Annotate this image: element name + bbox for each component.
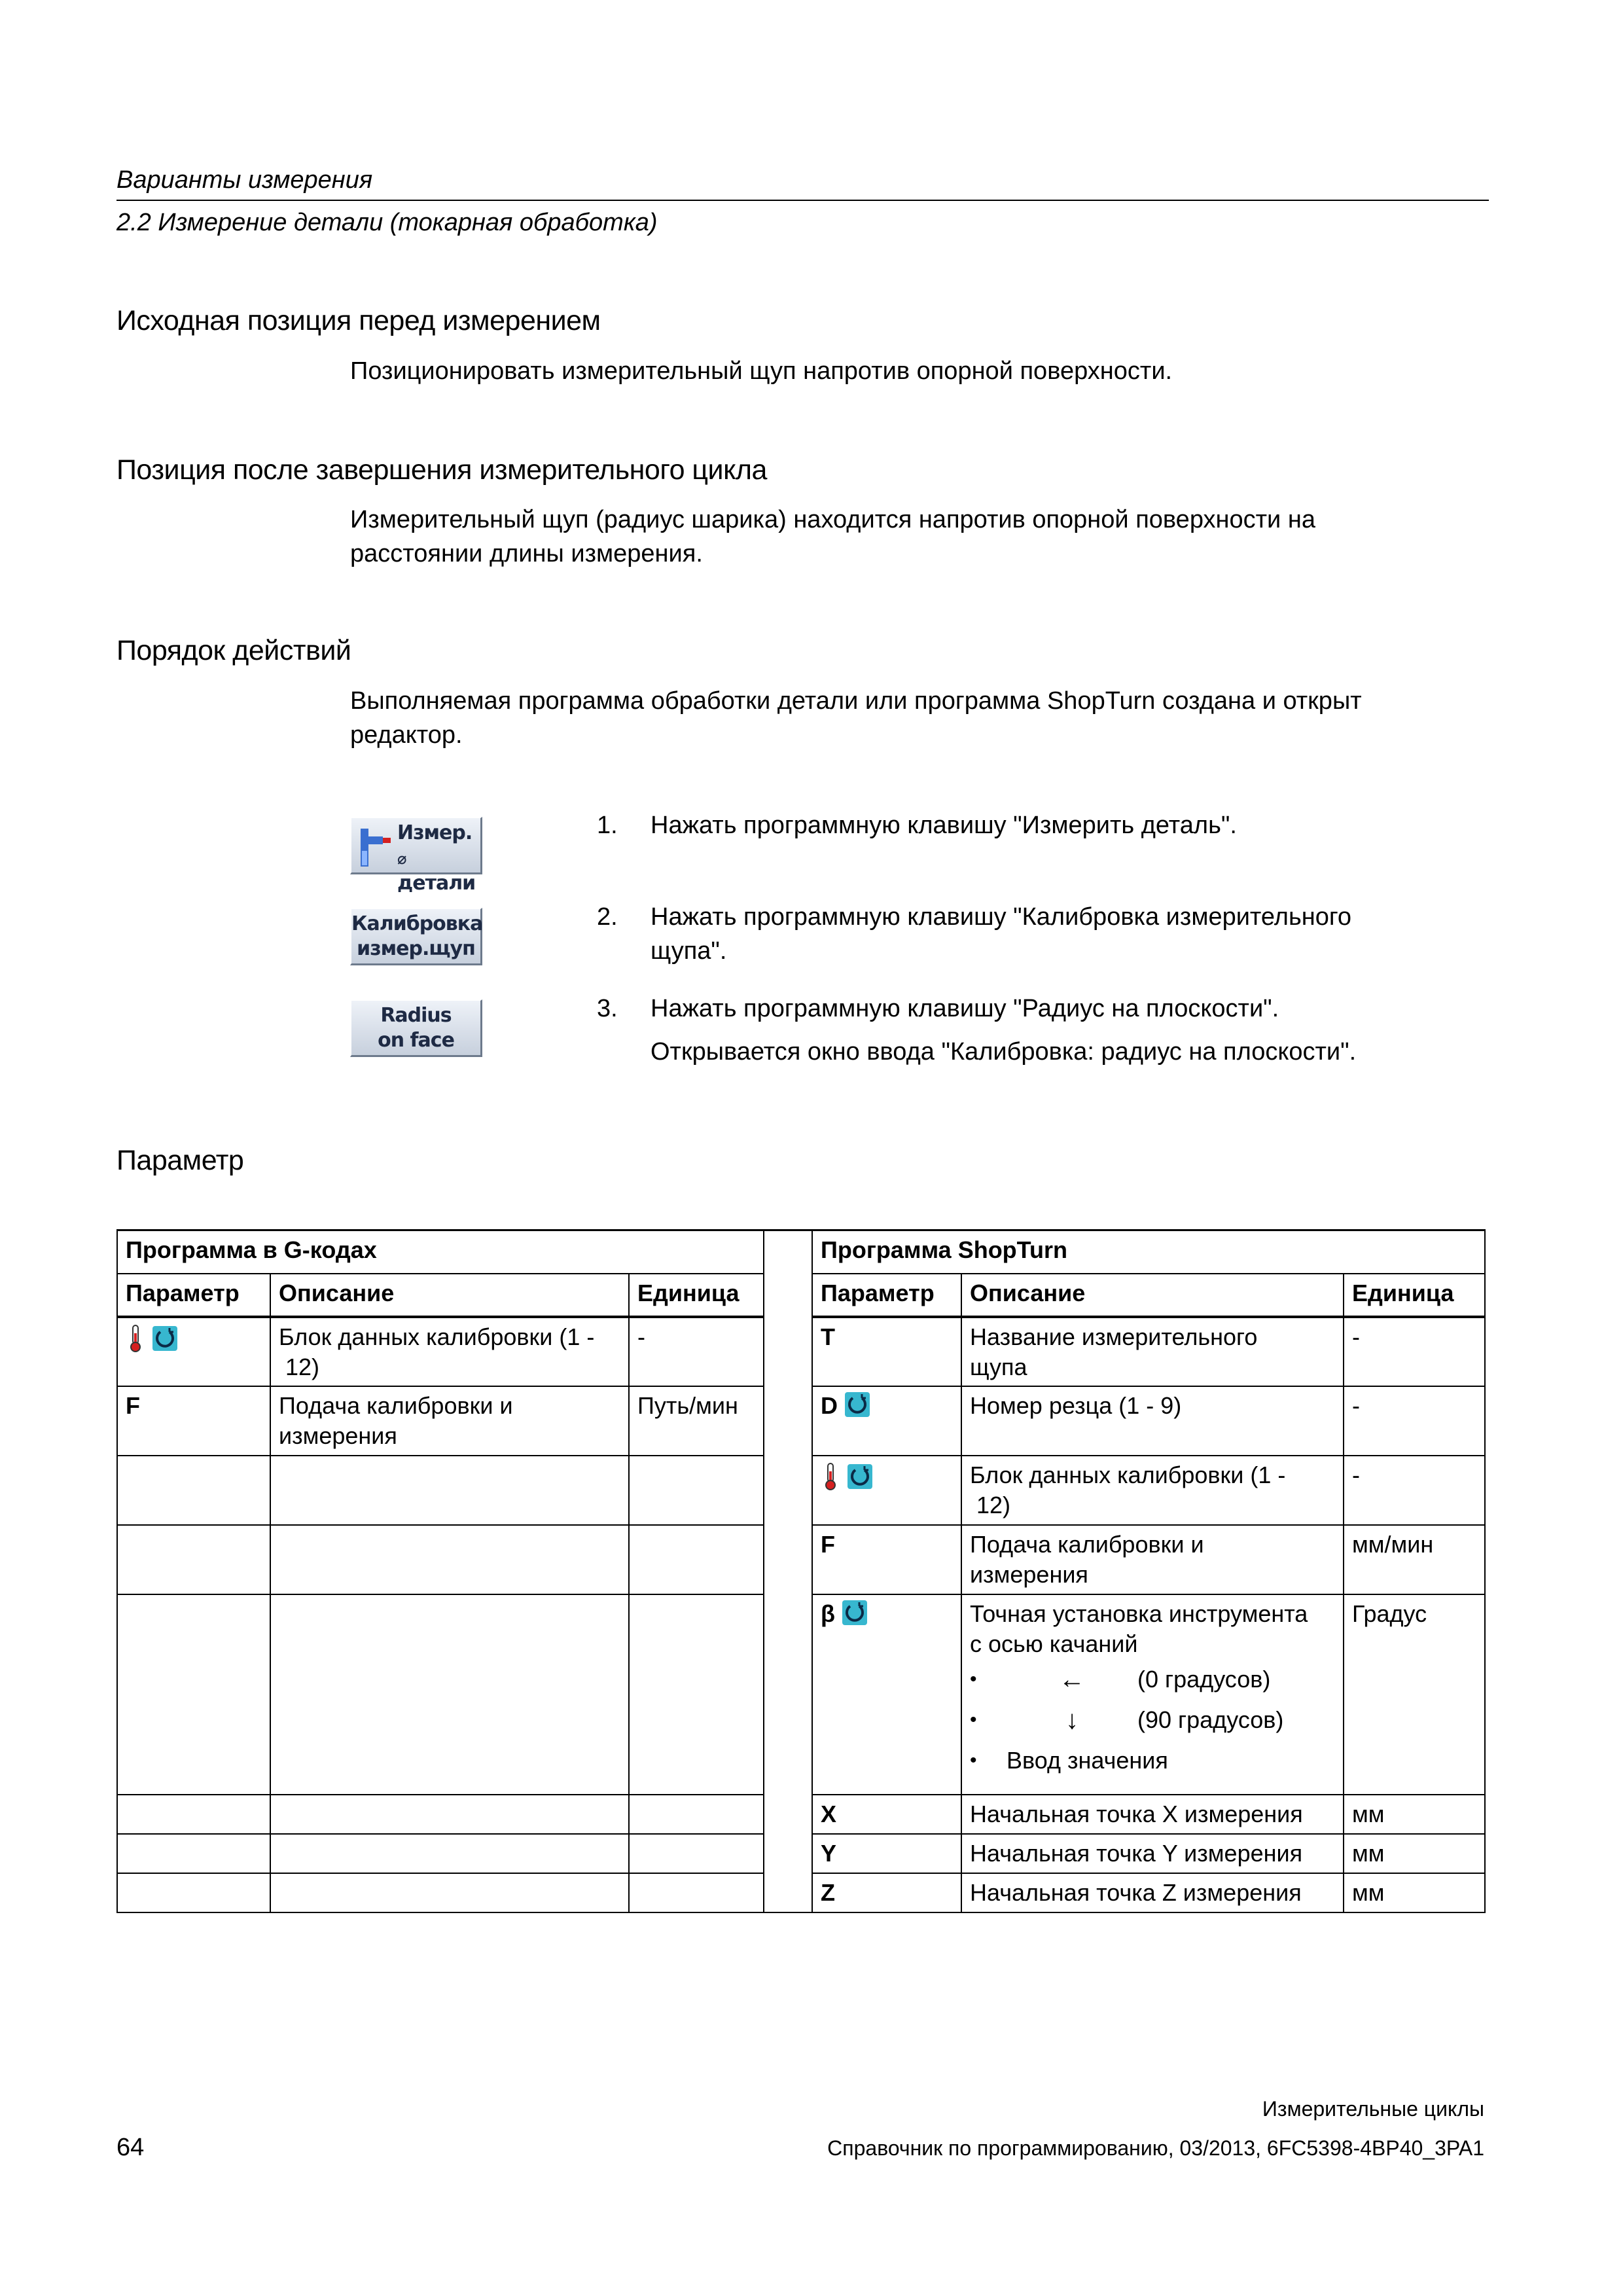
group-header-gcode: Программа в G-кодах bbox=[117, 1230, 764, 1274]
st-row-6-unit: мм bbox=[1344, 1795, 1485, 1834]
st-row-6-param: X bbox=[812, 1795, 961, 1834]
st-row-1-desc: Название измерительного щупа bbox=[961, 1317, 1344, 1386]
g-row-empty bbox=[629, 1834, 764, 1873]
text-start-position: Позиционировать измерительный щуп напротив опорной поверхности. bbox=[350, 357, 1173, 385]
diameter-icon: ⌀ bbox=[397, 850, 406, 868]
header-section: 2.2 Измерение детали (токарная обработка) bbox=[116, 209, 658, 236]
softkey-radius-line2: on face bbox=[378, 1029, 454, 1052]
step-3-text-line1: Нажать программную клавишу "Радиус на плоскости". bbox=[651, 995, 1279, 1022]
softkey-measure-line1: Измер. bbox=[397, 821, 473, 844]
st-row-6-desc: Начальная точка X измерения bbox=[961, 1795, 1344, 1834]
bullet-value-input: • Ввод значения bbox=[970, 1746, 1168, 1774]
header-chapter: Варианты измерения bbox=[116, 166, 373, 194]
heading-start-position: Исходная позиция перед измерением bbox=[116, 305, 601, 336]
st-row-7-unit: мм bbox=[1344, 1834, 1485, 1873]
g-row-empty bbox=[629, 1525, 764, 1594]
bullet-90-degrees: • ↓ (90 градусов) bbox=[970, 1705, 1284, 1734]
st-row-8-desc: Начальная точка Z измерения bbox=[961, 1873, 1344, 1912]
header-rule bbox=[116, 200, 1489, 201]
st-row-7-param: Y bbox=[812, 1834, 961, 1873]
st-row-5-param: β bbox=[812, 1594, 961, 1795]
g-row-empty bbox=[270, 1525, 629, 1594]
step-3-text-line2: Открывается окно ввода "Калибровка: радиус на плоскости". bbox=[651, 1038, 1357, 1066]
g-row-empty bbox=[629, 1456, 764, 1525]
softkey-calibrate-line1: Калибровка bbox=[351, 912, 483, 935]
g-row-2-unit: Путь/мин bbox=[629, 1386, 764, 1456]
group-header-shopturn: Программа ShopTurn bbox=[812, 1230, 1485, 1274]
step-2-text-line1: Нажать программную клавишу "Калибровка измерительного bbox=[651, 903, 1352, 931]
col-header-desc-st: Описание bbox=[961, 1274, 1344, 1317]
st-row-3-param bbox=[812, 1456, 961, 1525]
text-procedure-line1: Выполняемая программа обработки детали или программа ShopTurn создана и открыт bbox=[350, 687, 1362, 715]
heading-parameter: Параметр bbox=[116, 1145, 244, 1176]
g-row-empty bbox=[629, 1795, 764, 1834]
g-row-empty bbox=[629, 1873, 764, 1912]
parameter-table bbox=[116, 1229, 1486, 1913]
st-row-4-desc: Подача калибровки и измерения bbox=[961, 1525, 1344, 1594]
st-row-1-unit: - bbox=[1344, 1317, 1485, 1386]
bullet-0-degrees: • ← (0 градусов) bbox=[970, 1664, 1271, 1694]
step-2-number: 2. bbox=[597, 903, 618, 931]
softkey-radius-on-face[interactable] bbox=[350, 999, 482, 1057]
step-3-number: 3. bbox=[597, 995, 618, 1022]
g-row-empty bbox=[270, 1594, 629, 1795]
probe-workpiece-icon bbox=[359, 825, 395, 869]
st-row-7-desc: Начальная точка Y измерения bbox=[961, 1834, 1344, 1873]
col-header-param-st: Параметр bbox=[812, 1274, 961, 1317]
footer-reference: Справочник по программированию, 03/2013, 6FC5398-4BP40_3PA1 bbox=[827, 2136, 1484, 2160]
g-row-1-desc: Блок данных калибровки (1 - 12) bbox=[270, 1317, 629, 1386]
footer-book-title: Измерительные циклы bbox=[1262, 2097, 1484, 2121]
g-row-empty bbox=[117, 1456, 270, 1525]
st-row-1-param: T bbox=[812, 1317, 961, 1386]
heading-procedure: Порядок действий bbox=[116, 635, 351, 666]
thermometer-icon bbox=[821, 1462, 840, 1491]
thermometer-icon bbox=[126, 1324, 145, 1353]
col-header-unit-st: Единица bbox=[1344, 1274, 1485, 1317]
step-1-number: 1. bbox=[597, 812, 618, 839]
arrow-left-icon: ← bbox=[1059, 1664, 1086, 1694]
g-row-1-param bbox=[117, 1317, 270, 1386]
softkey-measure-workpiece[interactable] bbox=[350, 817, 482, 895]
st-row-5-desc: Точная установка инструмента с осью качаний • ← (0 градусов) • ↓ (90 градусов) • Ввод значения bbox=[961, 1594, 1344, 1795]
st-row-2-unit: - bbox=[1344, 1386, 1485, 1456]
st-row-5-unit: Градус bbox=[1344, 1594, 1485, 1795]
text-procedure-line2: редактор. bbox=[350, 721, 463, 749]
cycle-toggle-icon bbox=[847, 1463, 873, 1490]
g-row-empty bbox=[117, 1525, 270, 1594]
cycle-toggle-icon bbox=[842, 1600, 868, 1626]
g-row-1-unit: - bbox=[629, 1317, 764, 1386]
page-number: 64 bbox=[116, 2134, 145, 2161]
st-row-2-desc: Номер резца (1 - 9) bbox=[961, 1386, 1344, 1456]
text-end-position-line2: расстоянии длины измерения. bbox=[350, 540, 703, 567]
st-row-8-unit: мм bbox=[1344, 1873, 1485, 1912]
g-row-empty bbox=[270, 1834, 629, 1873]
softkey-calibrate-line2: измер.щуп bbox=[357, 937, 475, 960]
arrow-down-icon: ↓ bbox=[1065, 1705, 1079, 1734]
col-header-param-g: Параметр bbox=[117, 1274, 270, 1317]
step-2-text-line2: щупа". bbox=[651, 937, 727, 965]
softkey-calibrate-probe[interactable] bbox=[350, 908, 482, 965]
g-row-2-param: F bbox=[117, 1386, 270, 1456]
g-row-empty bbox=[117, 1873, 270, 1912]
cycle-toggle-icon bbox=[152, 1325, 178, 1352]
st-row-3-desc: Блок данных калибровки (1 - 12) bbox=[961, 1456, 1344, 1525]
g-row-empty bbox=[270, 1795, 629, 1834]
g-row-empty bbox=[629, 1594, 764, 1795]
st-row-2-param: D bbox=[812, 1386, 961, 1456]
g-row-2-desc: Подача калибровки и измерения bbox=[270, 1386, 629, 1456]
g-row-empty bbox=[270, 1873, 629, 1912]
st-row-4-param: F bbox=[812, 1525, 961, 1594]
heading-end-position: Позиция после завершения измерительного цикла bbox=[116, 454, 767, 486]
st-row-8-param: Z bbox=[812, 1873, 961, 1912]
col-header-desc-g: Описание bbox=[270, 1274, 629, 1317]
col-header-unit-g: Единица bbox=[629, 1274, 764, 1317]
step-1-text: Нажать программную клавишу "Измерить деталь". bbox=[651, 812, 1237, 839]
st-row-3-unit: - bbox=[1344, 1456, 1485, 1525]
g-row-empty bbox=[117, 1834, 270, 1873]
st-row-4-unit: мм/мин bbox=[1344, 1525, 1485, 1594]
softkey-radius-line1: Radius bbox=[380, 1004, 452, 1027]
g-row-empty bbox=[117, 1795, 270, 1834]
text-end-position-line1: Измерительный щуп (радиус шарика) находится напротив опорной поверхности на bbox=[350, 506, 1315, 533]
softkey-measure-line2: детали bbox=[397, 872, 476, 895]
table-spacer-column bbox=[764, 1230, 812, 1912]
cycle-toggle-icon bbox=[844, 1391, 870, 1418]
g-row-empty bbox=[117, 1594, 270, 1795]
g-row-empty bbox=[270, 1456, 629, 1525]
